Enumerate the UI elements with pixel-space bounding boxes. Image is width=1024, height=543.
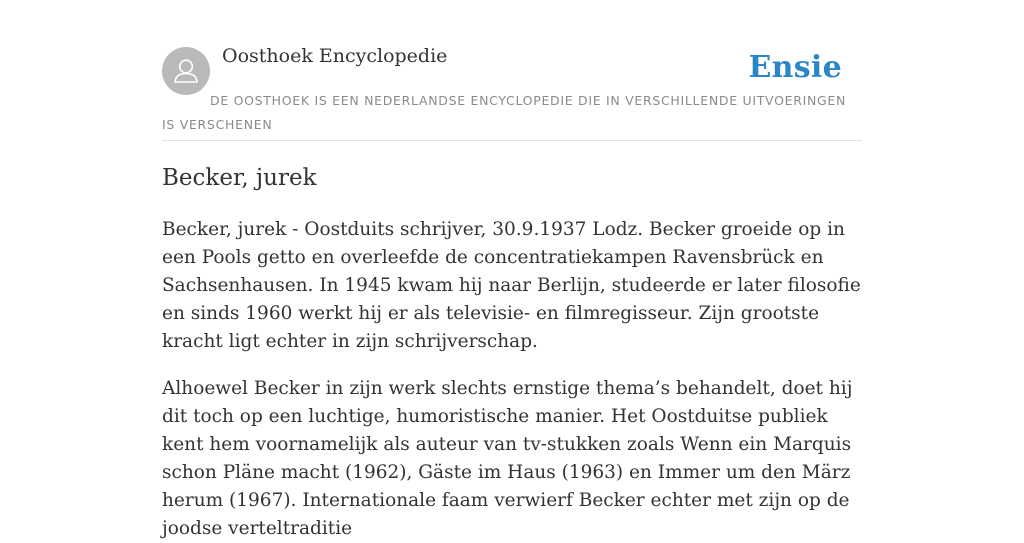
- source-header: [162, 0, 862, 141]
- ensie-logo[interactable]: Ensie: [748, 50, 842, 85]
- article-paragraph: Alhoewel Becker in zijn werk slechts ernstige thema’s behandelt, doet hij dit toch op een luchtige, humoristische manier. Het Oostduitse publiek kent hem voornamelijk als auteur van tv-stukken zoals Wenn ein Marquis schon Pläne macht (1962), Gäste im Haus (1963) en Immer um den März herum (1967). Internationale faam verwierf Becker echter met zijn op de joodse verteltraditie: [162, 378, 853, 539]
- source-description: DE OOSTHOEK IS EEN NEDERLANDSE ENCYCLOPEDIE DIE IN VERSCHILLENDE UITVOERINGEN IS VERSCHENEN: [162, 93, 847, 132]
- source-title-link[interactable]: Oosthoek Encyclopedie: [222, 45, 448, 67]
- user-icon: [162, 47, 210, 95]
- article-paragraph: Becker, jurek - Oostduits schrijver, 30.9.1937 Lodz. Becker groeide op in een Pools getto en overleefde de concentratiekampen Ravensbrück en Sachsenhausen. In 1945 kwam hij naar Berlijn, studeerde er later filosofie en sinds 1960 werkt hij er als televisie- en filmregisseur. Zijn grootste kracht ligt echter in zijn schrijverschap.: [162, 219, 861, 352]
- avatar[interactable]: [162, 47, 210, 95]
- article-title: Becker, jurek: [162, 165, 317, 191]
- article: [162, 161, 862, 543]
